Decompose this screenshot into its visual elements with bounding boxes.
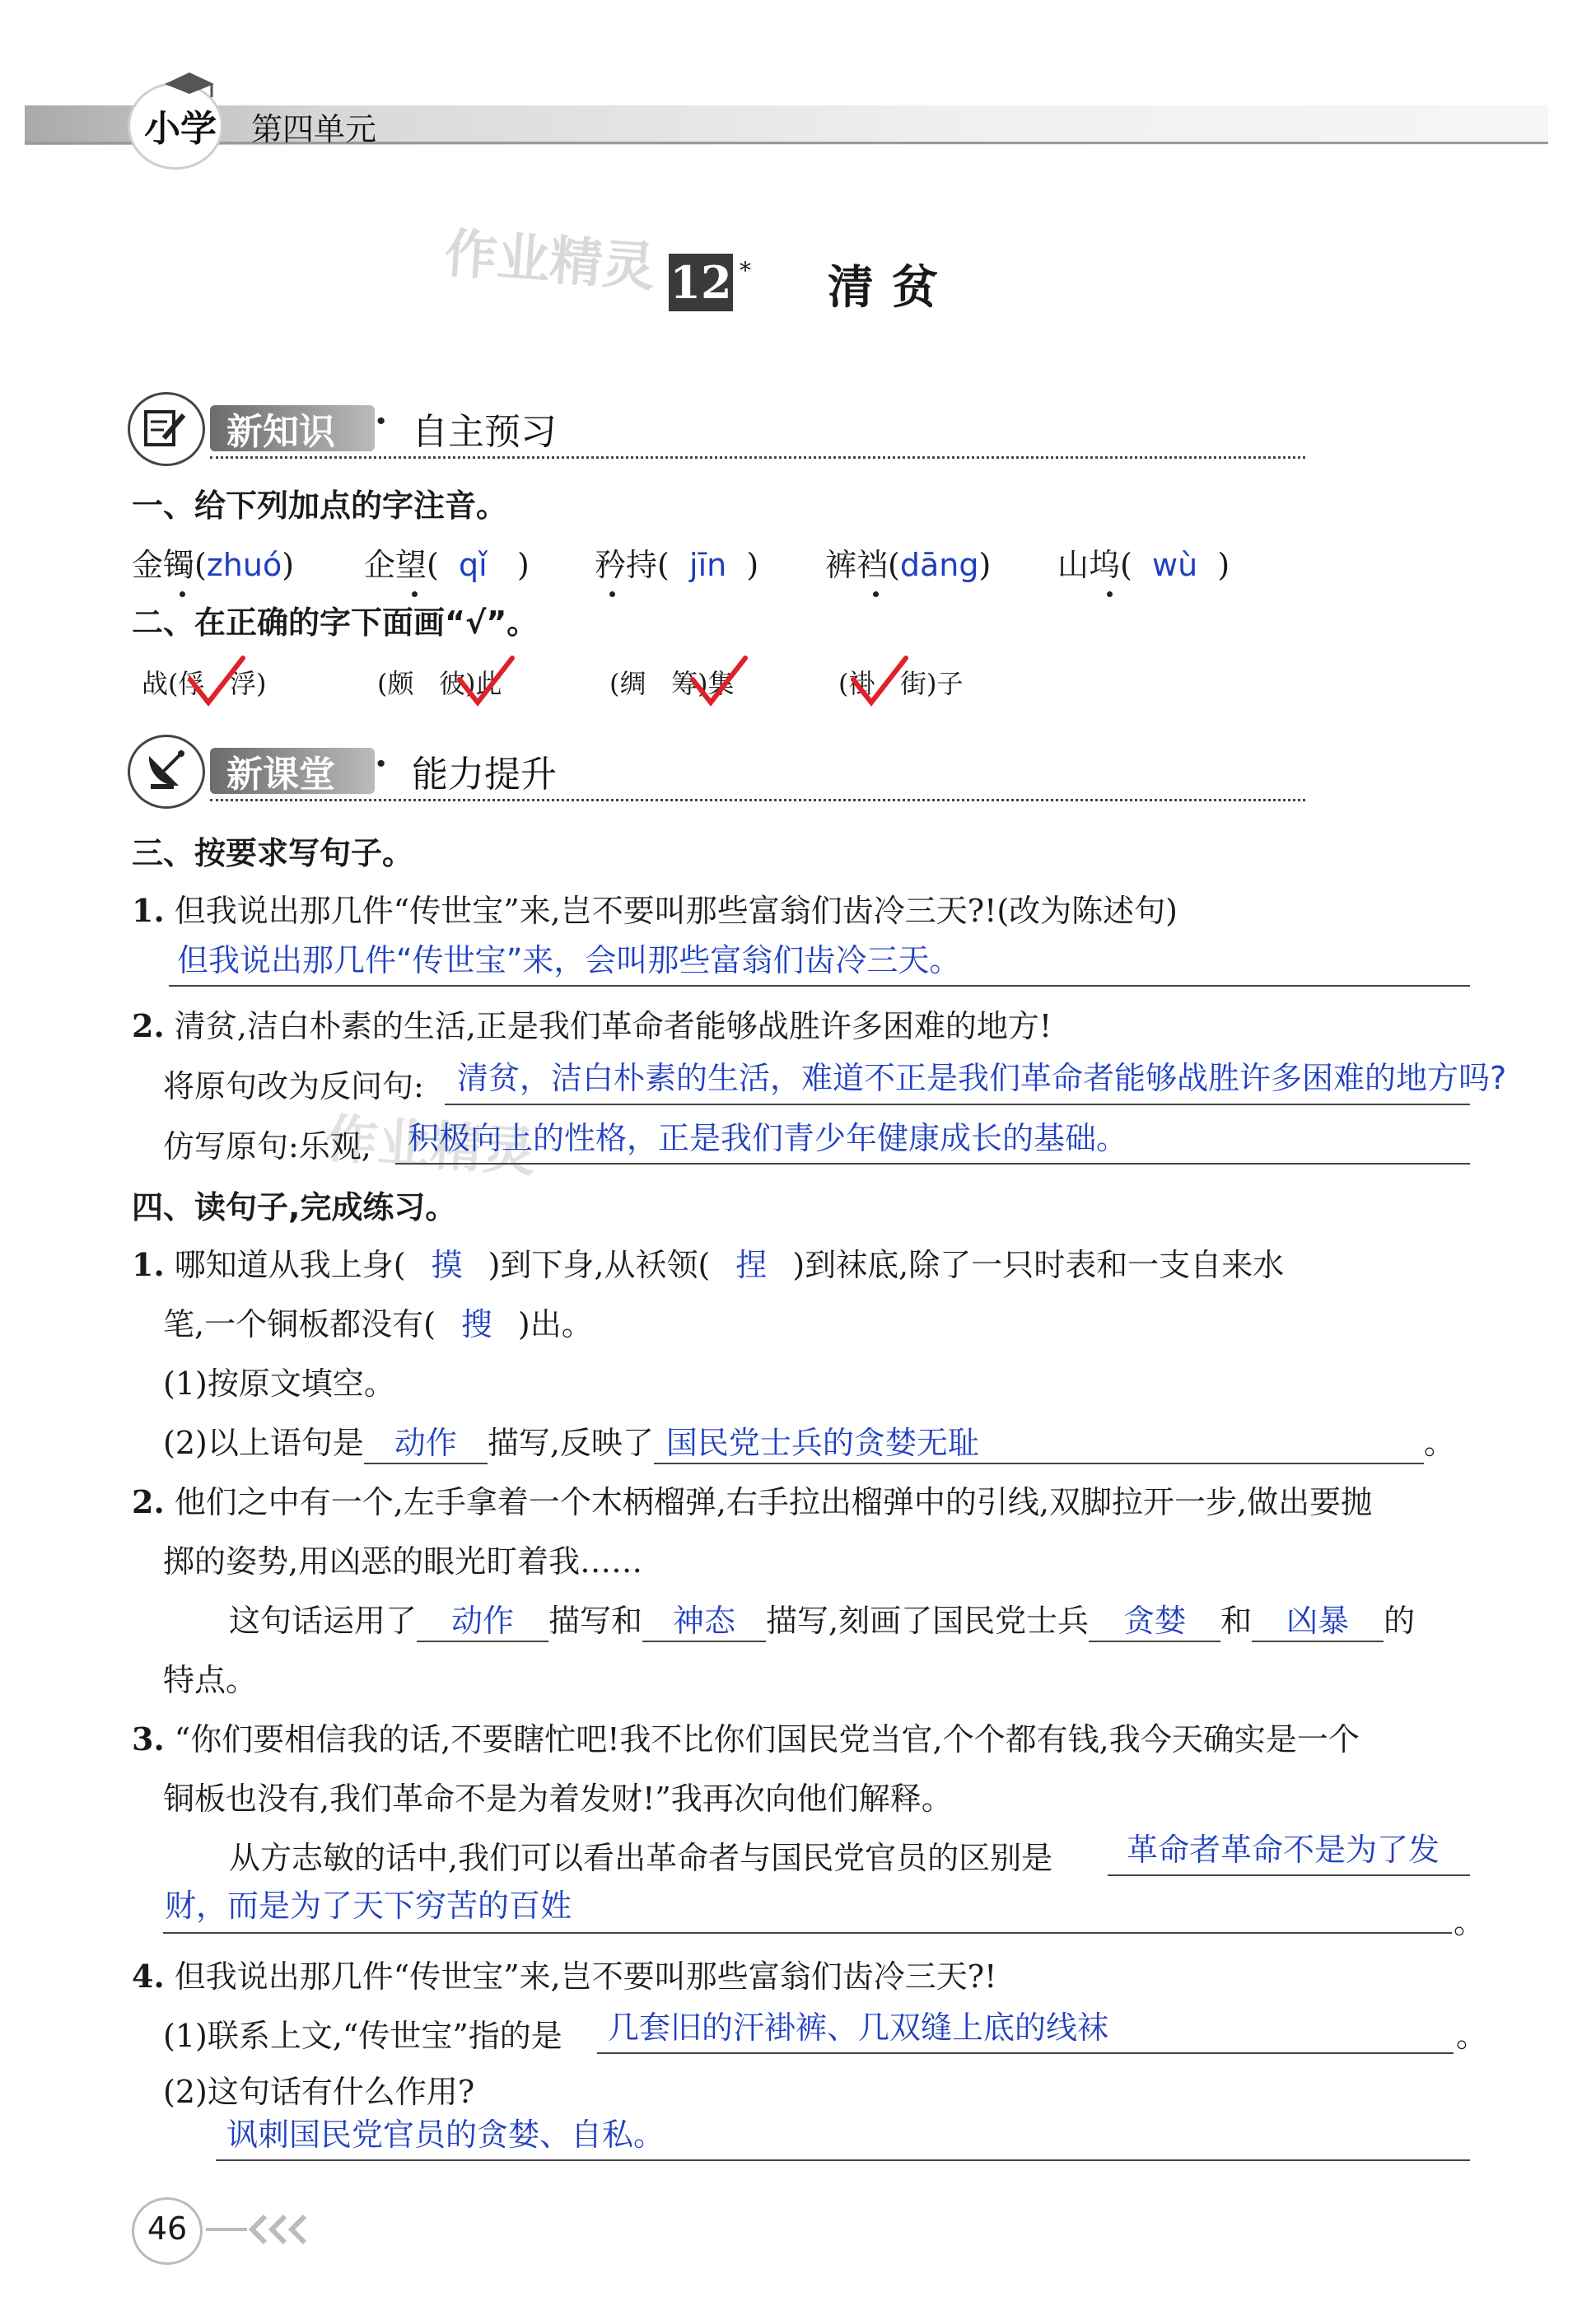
item-number: 1. [132,1246,165,1283]
q1-word: 企望 [364,547,427,583]
q1-item [825,545,991,585]
unit-title: 第四单元 [251,111,377,147]
lesson-title: 清贫 [828,260,956,315]
q1-item [364,545,530,585]
answer-line [395,1163,1470,1165]
section1-title-bold: 新知识 [226,411,335,453]
q4-item4-line1 [132,1957,996,1996]
q3-item2 [132,1006,1052,1046]
q2-post: ) [256,668,267,699]
check-mark-icon [848,655,910,712]
item-number: 2. [132,1007,165,1044]
emphasis-dot [609,591,615,597]
q2-option-b: 浮 [230,668,257,699]
q4-item2-answer: 凶暴 [1252,1601,1384,1642]
q4-item1-text: )到袜底,除了一只时表和一支自来水 [792,1247,1285,1283]
q3-item1 [132,891,1178,931]
q4-item2-line3 [229,1601,1415,1642]
q1-item [132,545,294,585]
item-number: 2. [132,1483,165,1520]
check-mark-icon [455,655,516,712]
q1-word: 裤裆 [825,547,889,583]
q4-item1-text: 哪知道从我上身( [174,1247,406,1283]
q4-item2-text: 描写和 [548,1603,643,1639]
answer-line [445,1104,1470,1105]
q1-close: ) [746,547,759,583]
q1-answer: dāng [899,547,979,583]
check-mark-icon [185,655,247,712]
q3-item2-answer-b: 积极向上的性格，正是我们青少年健康成长的基础。 [408,1120,1128,1156]
q4-item1-sub2-answer: 动作 [364,1423,488,1464]
section2-title-rest: 能力提升 [412,754,557,796]
q4-item1-sub1: (1)按原文填空。 [163,1365,395,1402]
q3-item1-text: 但我说出那几件“传世宝”来,岂不要叫那些富翁们齿冷三天?!(改为陈述句) [174,893,1178,929]
q1-word: 金镯 [132,547,195,583]
emphasis-dot [180,591,185,597]
q1-close: ) [978,547,992,583]
answer-line [216,2159,1470,2161]
q3-heading: 三、按要求写句子。 [132,835,414,871]
q4-item2-answer: 动作 [417,1601,548,1642]
watermark-2: 作业精灵 [323,1109,538,1184]
q2-pre: 战( [142,668,179,699]
q4-item4-sub2: (2)这句话有什么作用? [163,2074,475,2110]
q4-item3-text: “你们要相信我的话,不要瞎忙吧!我不比你们国民党当官,个个都有钱,我今天确实是一个 [174,1721,1360,1758]
lesson-number: 12 [669,254,733,311]
q4-item2-line4: 特点。 [163,1662,258,1698]
q4-item1-text: )出。 [517,1306,593,1342]
q4-item1-text: 笔,一个铜板都没有( [163,1306,436,1342]
q2-option-a: 褂 [848,668,875,699]
emphasis-dot [873,591,879,597]
q4-item1-answer: 搜 [460,1306,492,1342]
item-number: 4. [132,1958,165,1995]
q4-item1-sub2-answer: 国民党士兵的贪婪无耻 [654,1423,1424,1464]
q4-item2-text: 他们之中有一个,左手拿着一个木柄榴弹,右手拉出榴弹中的引线,双脚拉开一步,做出要抛 [174,1484,1373,1520]
section2-banner [128,731,1305,807]
q2-post: )子 [926,668,964,699]
q2-option-a: 绸 [619,668,646,699]
q4-item2-text: 这句话运用了 [229,1603,418,1639]
q4-item2-line1 [132,1482,1372,1522]
q4-heading: 四、读句子,完成练习。 [132,1189,457,1225]
logo-text: 小学 [144,108,217,150]
q4-item2-text: 描写,刻画了国民党士兵 [766,1603,1090,1639]
q4-item1-answer: 摸 [431,1247,463,1283]
q2-option-b: 筹 [671,668,698,699]
q3-item1-answer: 但我说出那几件“传世宝”来，会叫那些富翁们齿冷三天。 [177,942,961,978]
logo-cap-icon [161,66,218,102]
answer-line [169,985,1470,987]
q1-word: 矜持 [595,547,658,583]
emphasis-dot [412,591,418,597]
q2-option-b: 彼 [439,668,466,699]
q1-open: ( [888,547,900,583]
q4-item2-answer: 贪婪 [1089,1601,1220,1642]
q4-item4-sub1: (1)联系上文,“传世宝”指的是 [163,2018,562,2054]
section2-title-bold: 新课堂 [226,754,335,796]
q4-item1-line2 [163,1305,593,1344]
answer-line [597,2052,1454,2054]
q1-item [595,545,758,585]
q1-answer: jīn [689,547,727,583]
q4-item2-answer: 神态 [642,1601,766,1642]
q4-item1-text: )到下身,从袄领( [488,1247,711,1283]
q2-pre: ( [609,668,620,699]
footer-arrows-icon [206,2211,321,2251]
q4-item2-line2: 掷的姿势,用凶恶的眼光盯着我…… [163,1543,643,1580]
q4-item4-end1: 。 [1456,2018,1488,2054]
q3-item2-label-a: 将原句改为反问句: [163,1068,424,1104]
q1-close: ) [516,547,530,583]
q1-answer: qǐ [459,547,488,583]
q2-post: )此 [465,668,502,699]
q3-item2-text: 清贫,洁白朴素的生活,正是我们革命者能够战胜许多困难的地方! [174,1008,1052,1044]
emphasis-dot [1107,591,1113,597]
q4-item1-sub2 [163,1423,1455,1464]
q2-post: )集 [698,668,735,699]
q1-heading: 一、给下列加点的字注音。 [132,488,508,524]
item-number: 1. [132,892,165,929]
q2-option-a: 颇 [387,668,414,699]
check-mark-icon [688,655,749,712]
q1-word: 山坞 [1057,547,1121,583]
q4-item1-answer: 捏 [735,1247,768,1283]
answer-line [1108,1874,1470,1876]
q4-item3-line3: 从方志敏的话中,我们可以看出革命者与国民党官员的区别是 [229,1840,1053,1876]
lesson-mark: * [740,257,751,284]
q1-close: ) [1217,547,1230,583]
q1-open: ( [657,547,670,583]
section1-banner [128,389,1305,464]
q4-item1-sub2-text: (2)以上语句是 [163,1425,364,1461]
q1-open: ( [427,547,439,583]
q1-open: ( [194,547,207,583]
q2-option-a: 俘 [178,668,205,699]
q4-item1-sub2-text: 描写,反映了 [487,1425,654,1461]
q4-item1-sub2-text: 。 [1423,1425,1455,1461]
q1-answer: zhuó [206,547,282,583]
section2-title-dot: · [375,743,388,785]
q1-answer: wù [1152,547,1198,583]
section2-dotted-line [210,799,1305,801]
q4-item3-end: 。 [1454,1904,1486,1940]
item-number: 3. [132,1720,165,1758]
satellite-dish-icon [142,746,189,796]
q4-item2-text: 的 [1384,1603,1416,1639]
q4-item1-line1 [132,1245,1284,1285]
q1-open: ( [1120,547,1132,583]
q4-item3-answer: 革命者革命不是为了发 [1127,1832,1440,1868]
q4-item2-text: 和 [1220,1603,1253,1639]
answer-line [163,1932,1452,1934]
watermark: 作业精灵 [442,223,657,299]
q2-pre: ( [838,668,849,699]
pencil-note-icon [142,405,187,453]
q2-pre: ( [377,668,388,699]
section1-title-dot: · [375,400,388,442]
q2-option-b: 街 [900,668,927,699]
section1-dotted-line [210,456,1305,459]
page-number: 46 [147,2210,188,2247]
q4-item3-answer: 财，而是为了天下穷苦的百姓 [165,1888,572,1924]
section1-title-rest: 自主预习 [412,411,557,453]
q3-item2-answer-a: 清贫，洁白朴素的生活，难道不正是我们革命者能够战胜许多困难的地方吗? [457,1060,1507,1096]
q4-item3-line2: 铜板也没有,我们革命不是为着发财!”我再次向他们解释。 [163,1781,953,1817]
q2-heading: 二、在正确的字下面画“√”。 [132,605,539,641]
q4-item4-text: 但我说出那几件“传世宝”来,岂不要叫那些富翁们齿冷三天?! [174,1958,997,1995]
q1-item [1057,545,1230,585]
q4-item4-answer2: 讽刺国民党官员的贪婪、自私。 [226,2117,665,2153]
q1-close: ) [282,547,295,583]
q3-item2-label-b: 仿写原句:乐观, [163,1128,371,1165]
q4-item4-answer1: 几套旧的汗褂裤、几双缝上底的线袜 [608,2010,1109,2046]
q4-item3-line1 [132,1720,1360,1759]
